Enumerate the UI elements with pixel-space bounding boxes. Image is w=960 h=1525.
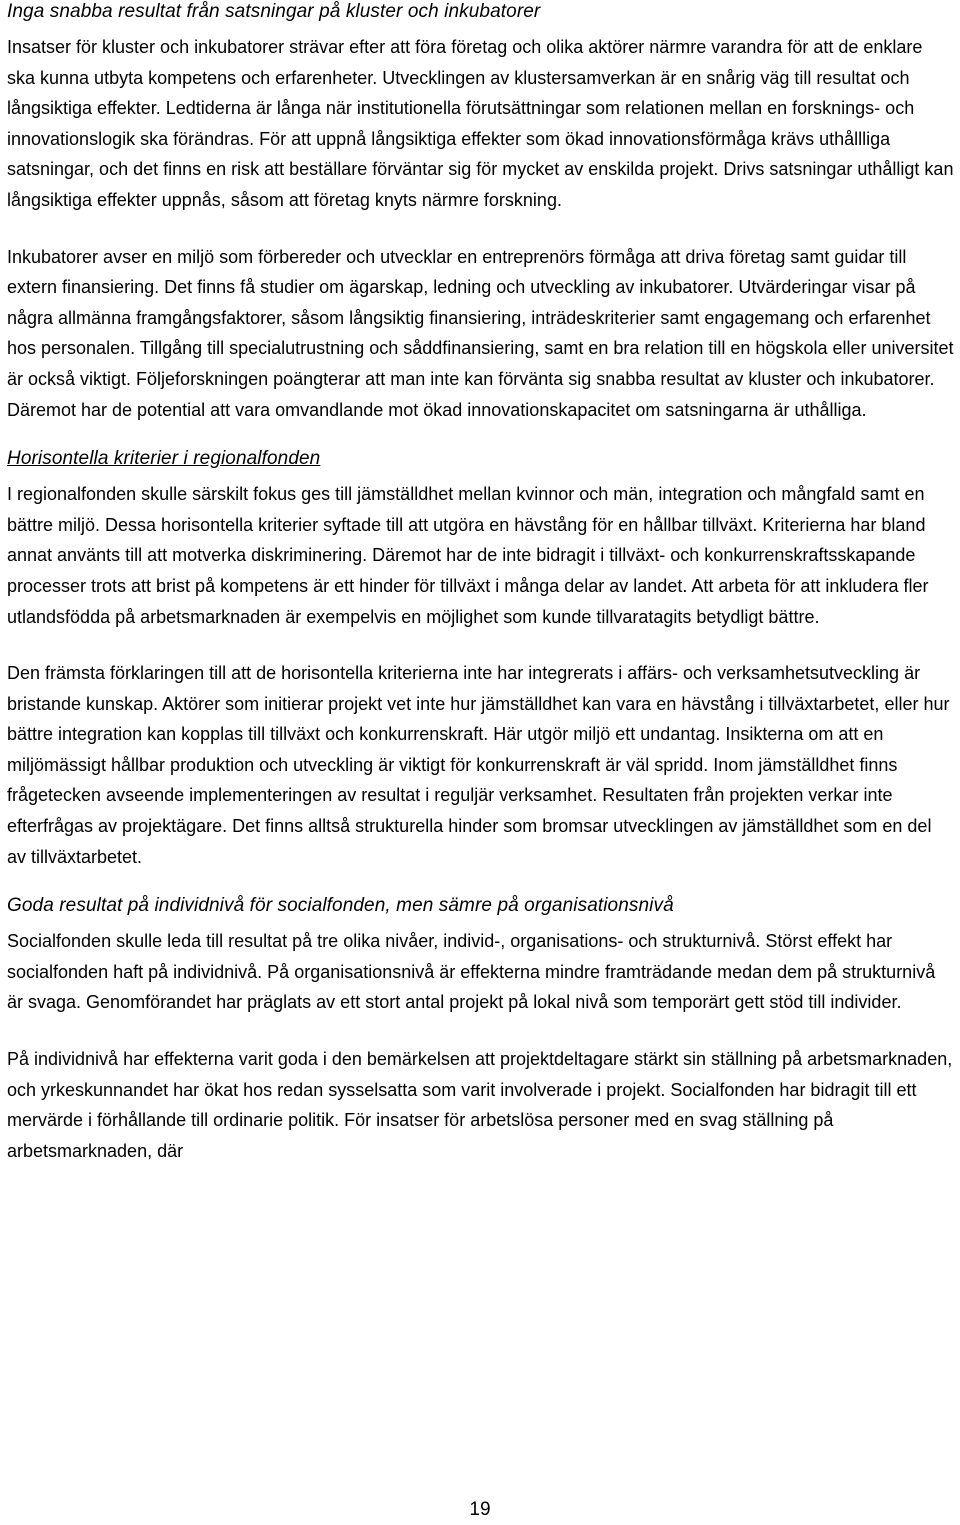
section-heading-social-fund: Goda resultat på individnivå för socialfonden, men sämre på organisationsnivå [7, 895, 674, 917]
section-heading-clusters: Inga snabba resultat från satsningar på kluster och inkubatorer [7, 1, 541, 22]
section-heading-horizontal-criteria: Horisontella kriterier i regionalfonden [7, 448, 321, 470]
page-number: 19 [469, 1499, 491, 1520]
paragraph-regional-fund: I regionalfonden skulle särskilt fokus ges till jämställdhet mellan kvinnor och män, integration och mångfald samt en bättre miljö. Dessa horisontella kriterier syftade till att utgöra en hävstång för en hållbar tillväxt. Kriterierna har bland annat använts till att motverka diskriminering. Däremot har de inte bidragit i tillväxt- och konkurrenskraftsskapande processer trots att brist på kompetens är ett hinder för tillväxt i många delar av landet. Att arbeta för att inkludera fler utlandsfödda på arbetsmarknaden är exempelvis en möjlighet som kunde tillvaratagits betydligt bättre. [7, 484, 929, 627]
paragraph-clusters: Insatser för kluster och inkubatorer strävar efter att föra företag och olika aktörer närmre varandra för att de enklare ska kunna utbyta kompetens och erfarenheter. Utvecklingen av klustersamverkan är en snårig väg till resultat och långsiktiga effekter. Ledtiderna är långa när institutionella förutsättningar som relationen mellan en forsknings- och innovationslogik ska förändras. För att uppnå långsiktiga effekter som ökad innovationsförmåga krävs uthållliga satsningar, och det finns en risk att beställare förväntar sig för mycket av enskilda projekt. Drivs satsningar uthålligt kan långsiktiga effekter uppnås, såsom att företag knyts närmre forskning. [7, 37, 954, 210]
paragraph-social-fund: Socialfonden skulle leda till resultat på tre olika nivåer, individ-, organisations- och strukturnivå. Störst effekt har socialfonden haft på individnivå. På organisationsnivå är effekterna mindre framträdande medan dem på strukturnivå är svaga. Genomförandet har präglats av ett stort antal projekt på lokal nivå som temporärt gett stöd till individer. [7, 931, 936, 1013]
paragraph-individual-level: På individnivå har effekterna varit goda i den bemärkelsen att projektdeltagare stärkt sin ställning på arbetsmarknaden, och yrkeskunnandet har ökat hos redan sysselsatta som varit involverade i projekt. Socialfonden har bidragit till ett mervärde i förhållande till ordinarie politik. För insatser för arbetslösa personer med en svag ställning på arbetsmarknaden, där [7, 1049, 953, 1161]
document-page [7, 0, 955, 1166]
paragraph-incubators: Inkubatorer avser en miljö som förbereder och utvecklar en entreprenörs förmåga att driva företag samt guidar till extern finansiering. Det finns få studier om ägarskap, ledning och utveckling av inkubatorer. Utvärderingar visar på några allmänna framgångsfaktorer, såsom långsiktig finansiering, inträdeskriterier samt engagemang och erfarenhet hos personalen. Tillgång till specialutrustning och såddfinansiering, samt en bra relation till en högskola eller universitet är också viktigt. Följeforskningen poängterar att man inte kan förvänta sig snabba resultat av kluster och inkubatorer. Däremot har de potential att vara omvandlande mot ökad innovationskapacitet om satsningarna är uthålliga. [7, 246, 954, 420]
paragraph-main-explanation: Den främsta förklaringen till att de horisontella kriterierna inte har integrerats i affärs- och verksamhetsutveckling är bristande kunskap. Aktörer som initierar projekt vet inte hur jämställdhet kan vara en hävstång i tillväxtarbetet, eller hur bättre integration kan kopplas till tillväxt och konkurrenskraft. Här utgör miljö ett undantag. Insikterna om att en miljömässigt hållbar produktion och utveckling är viktigt för konkurrenskraft är väl spridd. Inom jämställdhet finns frågetecken avseende implementeringen av resultat i reguljär verksamhet. Resultaten från projekten verkar inte efterfrågas av projektägare. Det finns alltså strukturella hinder som bromsar utvecklingen av jämställdhet som en del av tillväxtarbetet. [7, 663, 950, 867]
